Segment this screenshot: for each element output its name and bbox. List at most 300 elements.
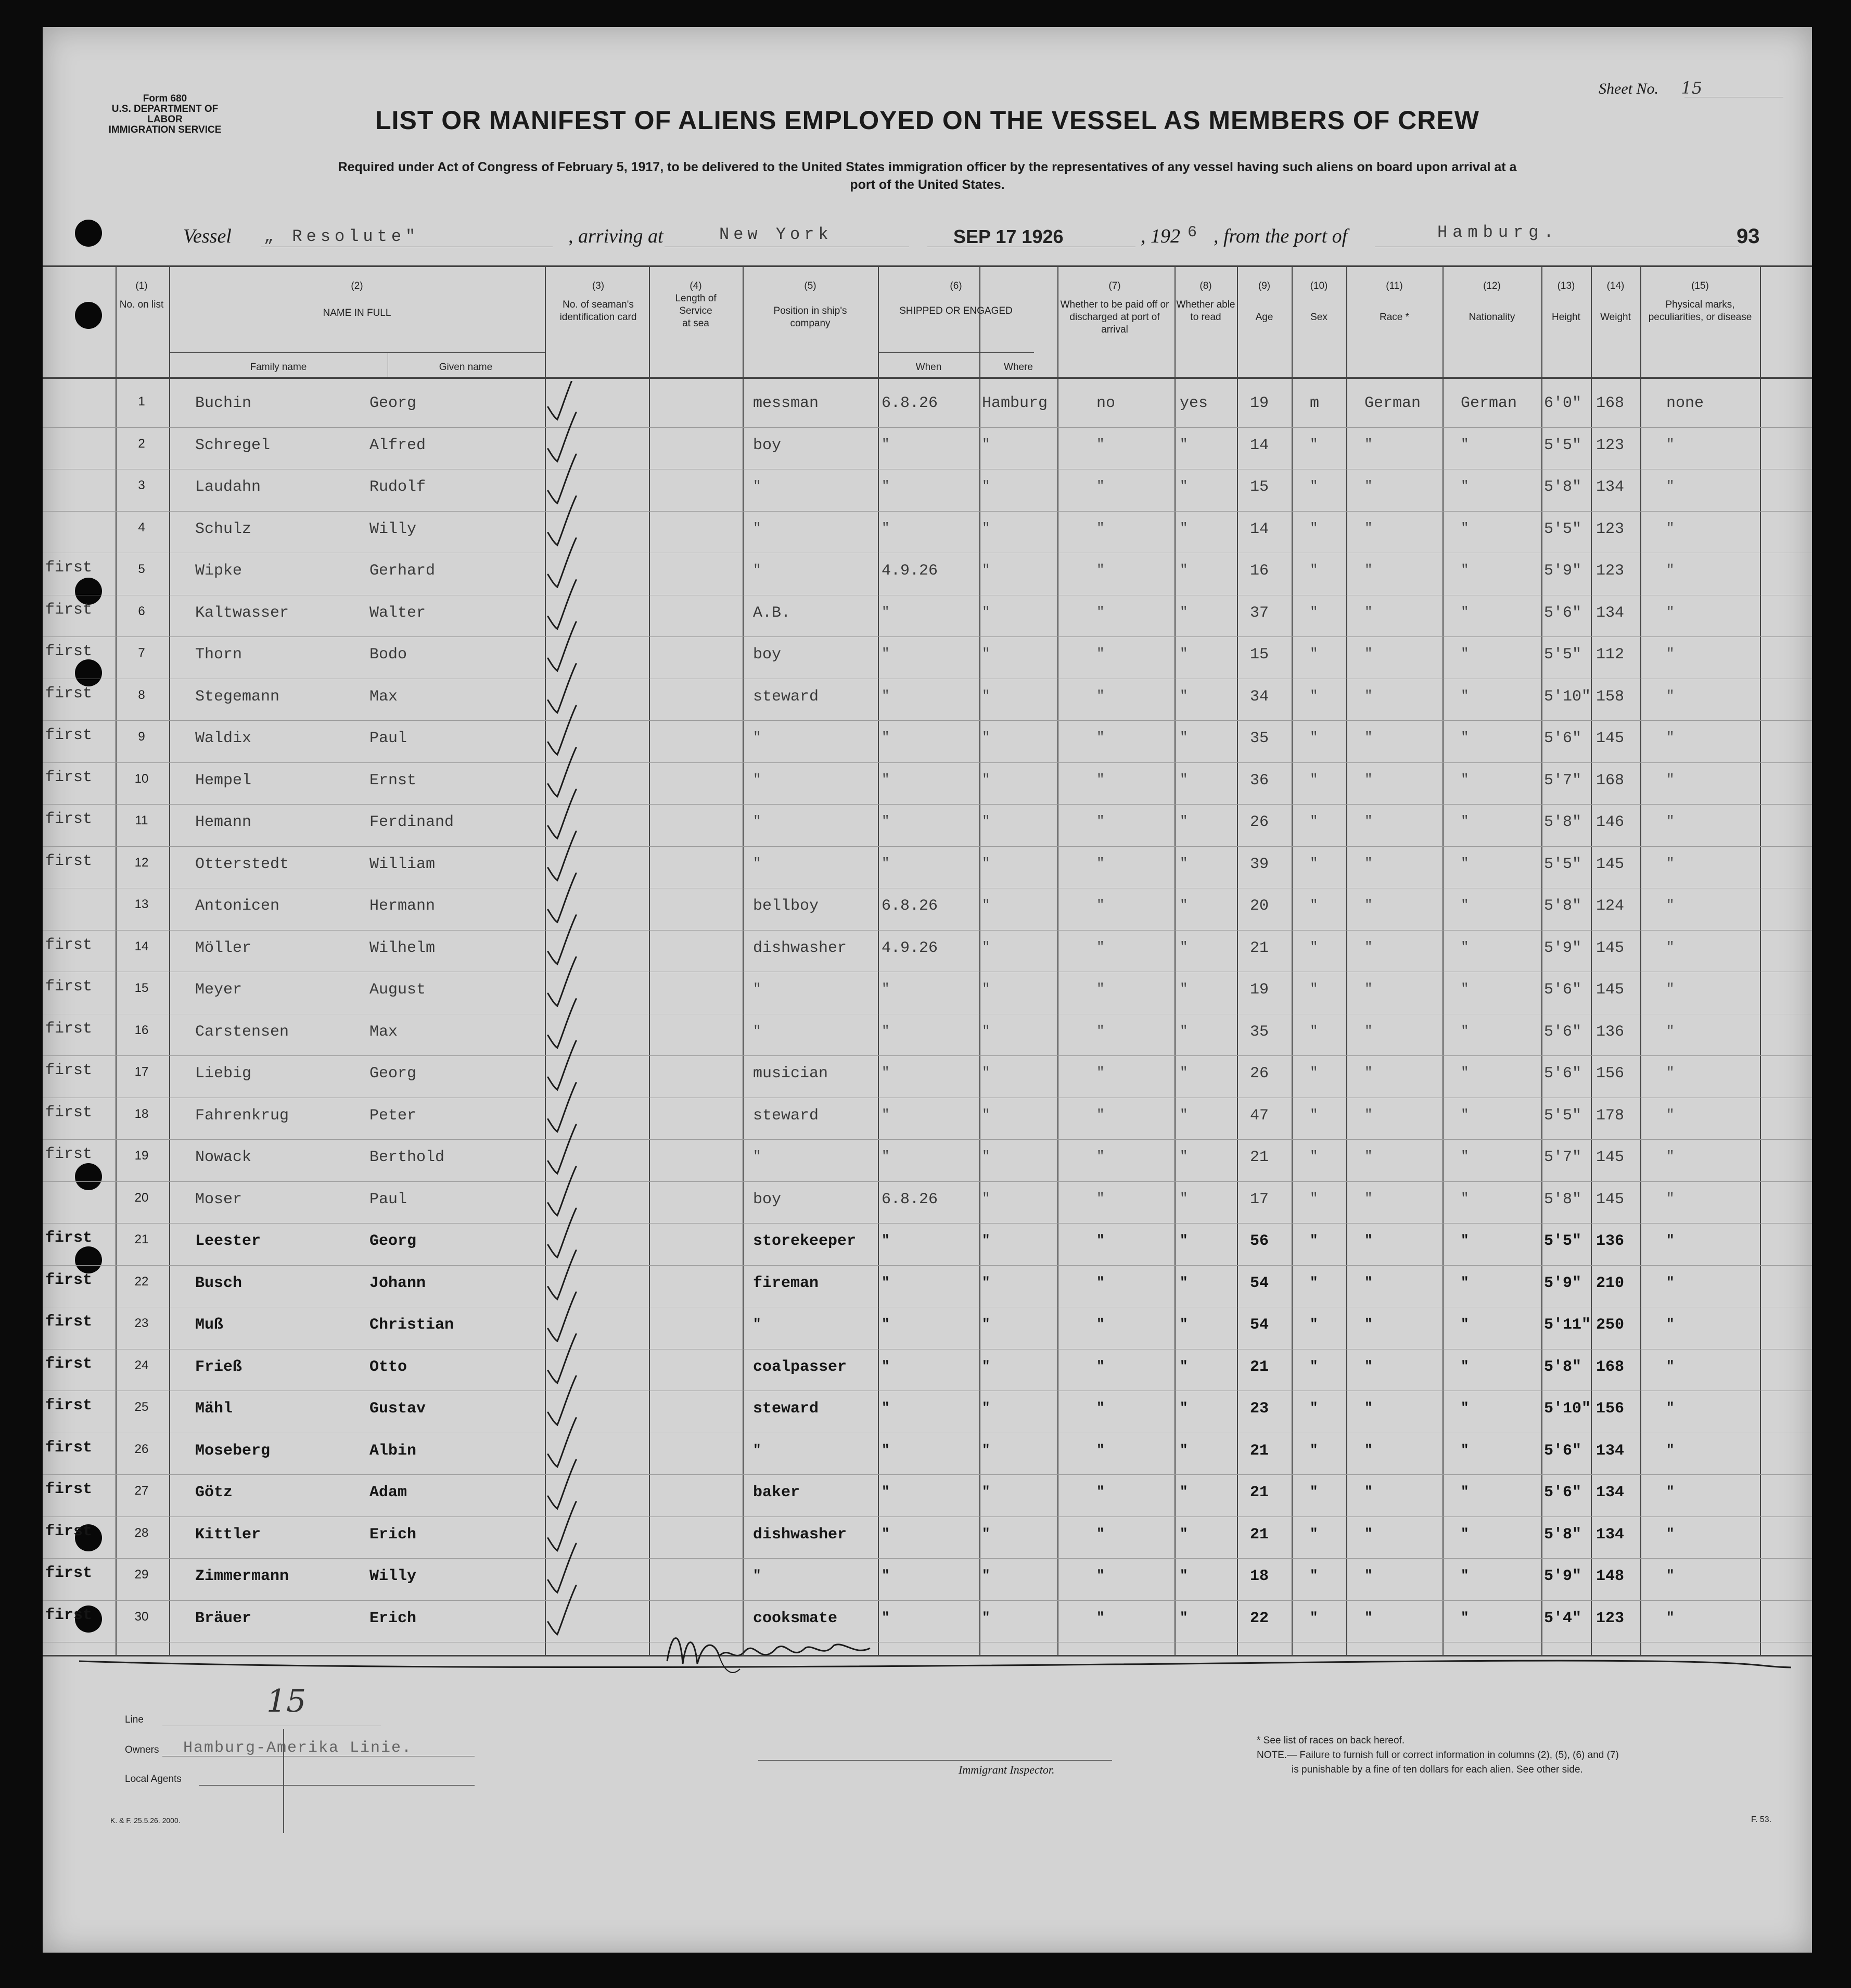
cell-age: 26	[1250, 813, 1269, 831]
col-label: Physical marks, peculiarities, or disease	[1648, 299, 1752, 323]
cell-age: 21	[1250, 1358, 1269, 1376]
cell-where: "	[982, 1023, 990, 1039]
cell-paid: "	[1096, 1106, 1105, 1123]
cell-family: Frieß	[195, 1358, 242, 1376]
cell-marks: "	[1666, 813, 1675, 829]
cell-when: "	[882, 604, 890, 620]
cell-no: 24	[134, 1358, 149, 1372]
checkmark	[548, 1125, 576, 1174]
col-label: Race *	[1379, 312, 1410, 323]
cell-read: "	[1180, 939, 1188, 955]
cell-when: "	[882, 813, 890, 829]
cell-weight: 145	[1596, 730, 1625, 747]
cell-no: 18	[134, 1106, 149, 1121]
cell-no: 17	[134, 1065, 149, 1079]
cell-given: Paul	[369, 1190, 407, 1208]
cell-height: 5'4"	[1544, 1609, 1582, 1627]
sheet-value: 15	[1681, 78, 1703, 98]
col3-header	[547, 280, 649, 324]
cell-given: Hermann	[369, 897, 436, 915]
punch-hole	[75, 302, 102, 329]
cell-when: 4.9.26	[882, 562, 938, 580]
cell-position: "	[753, 813, 761, 829]
cell-where: "	[982, 1484, 990, 1499]
cell-where: "	[982, 1609, 990, 1625]
cell-family: Meyer	[195, 981, 242, 999]
cell-height: 5'5"	[1544, 646, 1582, 664]
cell-given: Christian	[369, 1316, 454, 1334]
cell-when: "	[882, 1484, 890, 1499]
agents-underline	[199, 1785, 475, 1786]
cell-family: Hempel	[195, 771, 252, 789]
col-number: (9)	[1258, 281, 1271, 291]
cell-read: "	[1180, 1609, 1188, 1625]
cell-where: "	[982, 897, 990, 913]
cell-nat: "	[1461, 1190, 1469, 1206]
row-rule	[43, 511, 1812, 512]
column-rule	[1346, 265, 1347, 1655]
cell-where: "	[982, 1568, 990, 1583]
margin-note: first	[45, 1355, 93, 1373]
cell-height: 5'8"	[1544, 897, 1582, 915]
checkmark	[548, 1041, 576, 1090]
row-rule	[43, 930, 1812, 931]
margin-note: first	[45, 1103, 93, 1122]
checkmark	[548, 748, 576, 797]
checkmark	[548, 1460, 576, 1509]
cell-paid: "	[1096, 730, 1105, 745]
vessel-label: Vessel	[183, 225, 232, 247]
cell-no: 23	[134, 1316, 149, 1330]
cell-no: 16	[134, 1023, 149, 1037]
cell-family: Stegemann	[195, 687, 280, 706]
cell-race: "	[1364, 1484, 1373, 1499]
cell-age: 35	[1250, 1023, 1269, 1041]
margin-note: first	[45, 643, 93, 660]
cell-height: 5'6"	[1544, 604, 1582, 622]
cell-height: 5'6"	[1544, 981, 1582, 999]
cell-weight: 250	[1596, 1316, 1625, 1334]
margin-note: first	[45, 1481, 93, 1498]
cell-race: "	[1364, 1232, 1373, 1248]
cell-read: "	[1180, 520, 1188, 536]
inspector-underline	[758, 1760, 1112, 1761]
column-rule	[169, 265, 170, 1655]
cell-marks: "	[1666, 1106, 1675, 1123]
cell-when: 6.8.26	[882, 394, 938, 412]
col13-header	[1541, 280, 1591, 324]
cell-position: boy	[753, 646, 782, 664]
cell-nat: "	[1461, 436, 1469, 452]
cell-height: 5'6"	[1544, 1484, 1582, 1501]
cell-race: "	[1364, 981, 1373, 997]
cell-nat: "	[1461, 478, 1469, 494]
cell-weight: 145	[1596, 981, 1625, 999]
cell-no: 14	[134, 939, 149, 953]
cell-sex: "	[1310, 1484, 1318, 1499]
cell-nat: "	[1461, 520, 1469, 536]
cell-marks: "	[1666, 730, 1675, 745]
col12-header	[1442, 280, 1541, 324]
cell-nat: "	[1461, 1358, 1469, 1374]
cell-given: Gustav	[369, 1400, 426, 1418]
checkmarks-column	[545, 381, 680, 1640]
cell-when: "	[882, 1442, 890, 1458]
cell-position: steward	[753, 1106, 819, 1125]
cell-given: Bodo	[369, 646, 407, 664]
cell-weight: 123	[1596, 520, 1625, 538]
cell-position: "	[753, 478, 761, 494]
col-label: NAME IN FULL	[323, 308, 391, 318]
cell-race: "	[1364, 1106, 1373, 1123]
cell-race: "	[1364, 855, 1373, 871]
cell-paid: "	[1096, 687, 1105, 704]
cell-no: 1	[138, 394, 145, 409]
margin-note: first	[45, 1020, 93, 1038]
cell-nat: "	[1461, 1065, 1469, 1080]
margin-note: first	[45, 1522, 93, 1540]
cell-nat: German	[1461, 394, 1517, 412]
col15-header	[1640, 280, 1760, 324]
cell-sex: "	[1310, 771, 1318, 787]
cell-when: "	[882, 771, 890, 787]
page-title: LIST OR MANIFEST OF ALIENS EMPLOYED ON THE VESSEL AS MEMBERS OF CREW	[375, 106, 1479, 135]
row-rule	[43, 804, 1812, 805]
margin-note: first	[45, 559, 93, 577]
cell-read: "	[1180, 1568, 1188, 1583]
cell-family: Bräuer	[195, 1609, 252, 1627]
col-number: (1)	[135, 281, 148, 291]
cell-read: "	[1180, 1065, 1188, 1080]
col8-header	[1175, 280, 1237, 324]
cell-weight: 136	[1596, 1023, 1625, 1041]
cell-marks: "	[1666, 1023, 1675, 1039]
cell-paid: "	[1096, 1442, 1105, 1458]
cell-where: "	[982, 981, 990, 997]
cell-age: 39	[1250, 855, 1269, 873]
cell-marks: none	[1666, 394, 1704, 412]
service: IMMIGRATION SERVICE	[108, 124, 222, 135]
cell-height: 5'8"	[1544, 1525, 1582, 1544]
col-label: Weight	[1600, 312, 1631, 323]
cell-position: "	[753, 1023, 761, 1039]
cell-marks: "	[1666, 1400, 1675, 1416]
col4-header	[649, 280, 743, 330]
cell-paid: "	[1096, 897, 1105, 913]
cell-family: Kittler	[195, 1525, 261, 1544]
cell-where: "	[982, 604, 990, 620]
cell-paid: "	[1096, 1232, 1105, 1248]
cell-read: "	[1180, 813, 1188, 829]
column-rule	[1057, 265, 1058, 1655]
cell-height: 5'8"	[1544, 1358, 1582, 1376]
cell-position: "	[753, 771, 761, 787]
cell-race: "	[1364, 730, 1373, 745]
cell-read: "	[1180, 687, 1188, 704]
col10-header	[1292, 280, 1346, 324]
cell-race: "	[1364, 1190, 1373, 1206]
column-rule	[979, 265, 980, 1655]
col14-header	[1591, 280, 1640, 324]
cell-height: 5'10"	[1544, 687, 1591, 706]
subtitle-line-2: port of the United States.	[850, 177, 1005, 192]
cell-weight: 145	[1596, 855, 1625, 873]
cell-sex: "	[1310, 1149, 1318, 1164]
cell-marks: "	[1666, 604, 1675, 620]
cell-given: Rudolf	[369, 478, 426, 496]
row-rule	[43, 636, 1812, 637]
cell-given: Otto	[369, 1358, 407, 1376]
cell-weight: 136	[1596, 1232, 1625, 1250]
cell-position: baker	[753, 1484, 800, 1501]
cell-position: cooksmate	[753, 1609, 838, 1627]
cell-read: "	[1180, 1232, 1188, 1248]
cell-given: Georg	[369, 1232, 417, 1250]
cell-age: 17	[1250, 1190, 1269, 1208]
cell-when: "	[882, 1568, 890, 1583]
cell-position: musician	[753, 1065, 828, 1082]
row-rule	[43, 1265, 1812, 1266]
cell-read: "	[1180, 1442, 1188, 1458]
cell-given: Gerhard	[369, 562, 436, 580]
cell-read: "	[1180, 1106, 1188, 1123]
cell-read: "	[1180, 1274, 1188, 1290]
cell-race: "	[1364, 771, 1373, 787]
col-label: No. of seaman's identification card	[559, 299, 637, 323]
cell-age: 54	[1250, 1316, 1269, 1334]
cell-sex: "	[1310, 1232, 1318, 1248]
cell-nat: "	[1461, 813, 1469, 829]
cell-family: Leester	[195, 1232, 261, 1250]
cell-given: Alfred	[369, 436, 426, 454]
cell-height: 5'7"	[1544, 771, 1582, 789]
cell-given: Peter	[369, 1106, 417, 1125]
cell-age: 21	[1250, 1525, 1269, 1544]
column-rule	[1292, 265, 1293, 1655]
margin-note: first	[45, 1145, 93, 1163]
cell-given: Adam	[369, 1484, 407, 1501]
row-rule	[43, 427, 1812, 428]
form-code: F. 53.	[1751, 1815, 1772, 1824]
cell-paid: "	[1096, 1316, 1105, 1332]
cell-weight: 123	[1596, 1609, 1625, 1627]
cell-read: "	[1180, 1484, 1188, 1499]
margin-note: first	[45, 1438, 93, 1457]
cell-race: "	[1364, 478, 1373, 494]
cell-given: Johann	[369, 1274, 426, 1292]
column-rule	[1541, 265, 1542, 1655]
cell-sex: "	[1310, 1400, 1318, 1416]
cell-age: 22	[1250, 1609, 1269, 1627]
cell-nat: "	[1461, 897, 1469, 913]
cell-age: 14	[1250, 520, 1269, 538]
page-number: 93	[1737, 225, 1760, 248]
row-rule	[43, 1181, 1812, 1182]
col-label: No. on list	[119, 299, 164, 310]
cell-paid: "	[1096, 813, 1105, 829]
cell-race: "	[1364, 687, 1373, 704]
cell-when: "	[882, 646, 890, 661]
margin-note: first	[45, 1229, 93, 1247]
checkmark	[548, 1251, 576, 1299]
col-number: (15)	[1691, 281, 1709, 291]
cell-where: "	[982, 855, 990, 871]
col-number: (5)	[804, 281, 816, 291]
cell-paid: "	[1096, 771, 1105, 787]
family-name-header: Family name	[250, 362, 307, 373]
cell-weight: 124	[1596, 897, 1625, 915]
departure-port: Hamburg.	[1437, 223, 1559, 242]
cell-family: Moser	[195, 1190, 242, 1208]
row-rule	[43, 1558, 1812, 1559]
checkmark	[548, 1586, 576, 1635]
cell-weight: 134	[1596, 1484, 1625, 1501]
checkmark	[548, 381, 576, 419]
cell-read: "	[1180, 1400, 1188, 1416]
cell-when: "	[882, 855, 890, 871]
checkmark	[548, 1083, 576, 1132]
cell-read: "	[1180, 771, 1188, 787]
cell-race: "	[1364, 1400, 1373, 1416]
cell-marks: "	[1666, 520, 1675, 536]
sheet-number	[1599, 78, 1702, 98]
cell-weight: 134	[1596, 478, 1625, 496]
cell-race: "	[1364, 1358, 1373, 1374]
cell-age: 21	[1250, 1484, 1269, 1501]
cell-weight: 168	[1596, 1358, 1625, 1376]
cell-height: 5'5"	[1544, 520, 1582, 538]
checkmark	[548, 413, 576, 462]
col11-header	[1346, 280, 1442, 324]
col-number: (7)	[1108, 281, 1121, 291]
cell-nat: "	[1461, 646, 1469, 661]
row-rule	[43, 1055, 1812, 1056]
cell-sex: "	[1310, 939, 1318, 955]
cell-age: 15	[1250, 478, 1269, 496]
cell-no: 7	[138, 646, 145, 660]
cell-paid: "	[1096, 1358, 1105, 1374]
cell-nat: "	[1461, 1400, 1469, 1416]
subtitle-line-1: Required under Act of Congress of February 5, 1917, to be delivered to the United States immigration officer by the representatives of any vessel having such aliens on board upon arrival at a	[338, 160, 1517, 174]
cell-paid: "	[1096, 478, 1105, 494]
cell-race: "	[1364, 436, 1373, 452]
races-note: * See list of races on back hereof.	[1257, 1735, 1405, 1746]
cell-nat: "	[1461, 730, 1469, 745]
cell-family: Muß	[195, 1316, 224, 1334]
cell-age: 54	[1250, 1274, 1269, 1292]
cell-paid: "	[1096, 604, 1105, 620]
cell-weight: 146	[1596, 813, 1625, 831]
cell-no: 30	[134, 1609, 149, 1624]
cell-marks: "	[1666, 1316, 1675, 1332]
margin-note: first	[45, 768, 93, 786]
cell-sex: "	[1310, 562, 1318, 578]
cell-age: 56	[1250, 1232, 1269, 1250]
cell-family: Moseberg	[195, 1442, 271, 1460]
cell-no: 20	[134, 1190, 149, 1205]
punch-hole	[75, 220, 102, 247]
cell-family: Otterstedt	[195, 855, 289, 873]
cell-no: 11	[135, 813, 148, 827]
cell-sex: "	[1310, 1190, 1318, 1206]
cell-where: "	[982, 1525, 990, 1541]
cell-when: "	[882, 981, 890, 997]
when-header: When	[915, 362, 942, 373]
cell-age: 20	[1250, 897, 1269, 915]
cell-position: "	[753, 562, 761, 578]
cell-marks: "	[1666, 1149, 1675, 1164]
cell-race: "	[1364, 646, 1373, 661]
department: U.S. DEPARTMENT OF LABOR	[111, 104, 219, 125]
cell-read: "	[1180, 1316, 1188, 1332]
col-label: Sex	[1310, 312, 1327, 323]
cell-age: 21	[1250, 1149, 1269, 1166]
column-rule	[1640, 265, 1641, 1655]
cell-age: 35	[1250, 730, 1269, 747]
cell-nat: "	[1461, 687, 1469, 704]
checkmark	[548, 664, 576, 713]
cell-no: 27	[134, 1484, 149, 1498]
cell-sex: "	[1310, 897, 1318, 913]
cell-marks: "	[1666, 855, 1675, 871]
cell-height: 5'9"	[1544, 562, 1582, 580]
cell-read: "	[1180, 855, 1188, 871]
cell-height: 5'10"	[1544, 1400, 1591, 1418]
checkmark	[548, 496, 576, 545]
owners-value: Hamburg-Amerika Linie.	[183, 1739, 413, 1757]
cell-nat: "	[1461, 1442, 1469, 1458]
row-rule	[43, 1139, 1812, 1140]
owners-label: Owners	[125, 1744, 159, 1755]
cell-paid: "	[1096, 520, 1105, 536]
cell-given: Albin	[369, 1442, 417, 1460]
cell-height: 5'5"	[1544, 436, 1582, 454]
cell-race: "	[1364, 562, 1373, 578]
vessel-name: „ Resolute"	[264, 227, 420, 246]
cell-read: "	[1180, 1023, 1188, 1039]
cell-race: "	[1364, 1065, 1373, 1080]
column-rule	[743, 265, 744, 1655]
cell-paid: "	[1096, 1525, 1105, 1541]
cell-position: bellboy	[753, 897, 819, 915]
cell-family: Carstensen	[195, 1023, 289, 1041]
cell-marks: "	[1666, 436, 1675, 452]
cell-marks: "	[1666, 771, 1675, 787]
cell-marks: "	[1666, 687, 1675, 704]
cell-position: "	[753, 520, 761, 536]
cell-when: "	[882, 520, 890, 536]
voyage-line	[183, 225, 1796, 256]
row-rule	[43, 762, 1812, 763]
cell-weight: 134	[1596, 1442, 1625, 1460]
form-number: Form 680	[143, 93, 187, 104]
cell-height: 5'9"	[1544, 1568, 1582, 1585]
cell-paid: "	[1096, 1609, 1105, 1625]
cell-when: 4.9.26	[882, 939, 938, 957]
cell-nat: "	[1461, 771, 1469, 787]
cell-where: Hamburg	[982, 394, 1048, 412]
local-agents-label: Local Agents	[125, 1774, 182, 1785]
cell-read: "	[1180, 897, 1188, 913]
cell-given: Georg	[369, 1065, 417, 1082]
cell-height: 5'5"	[1544, 1232, 1582, 1250]
col5-header	[743, 280, 878, 330]
cell-where: "	[982, 1149, 990, 1164]
cell-when: "	[882, 1400, 890, 1416]
printer-mark: K. & F. 25.5.26. 2000.	[110, 1816, 181, 1825]
cell-nat: "	[1461, 981, 1469, 997]
cell-no: 15	[134, 981, 149, 995]
